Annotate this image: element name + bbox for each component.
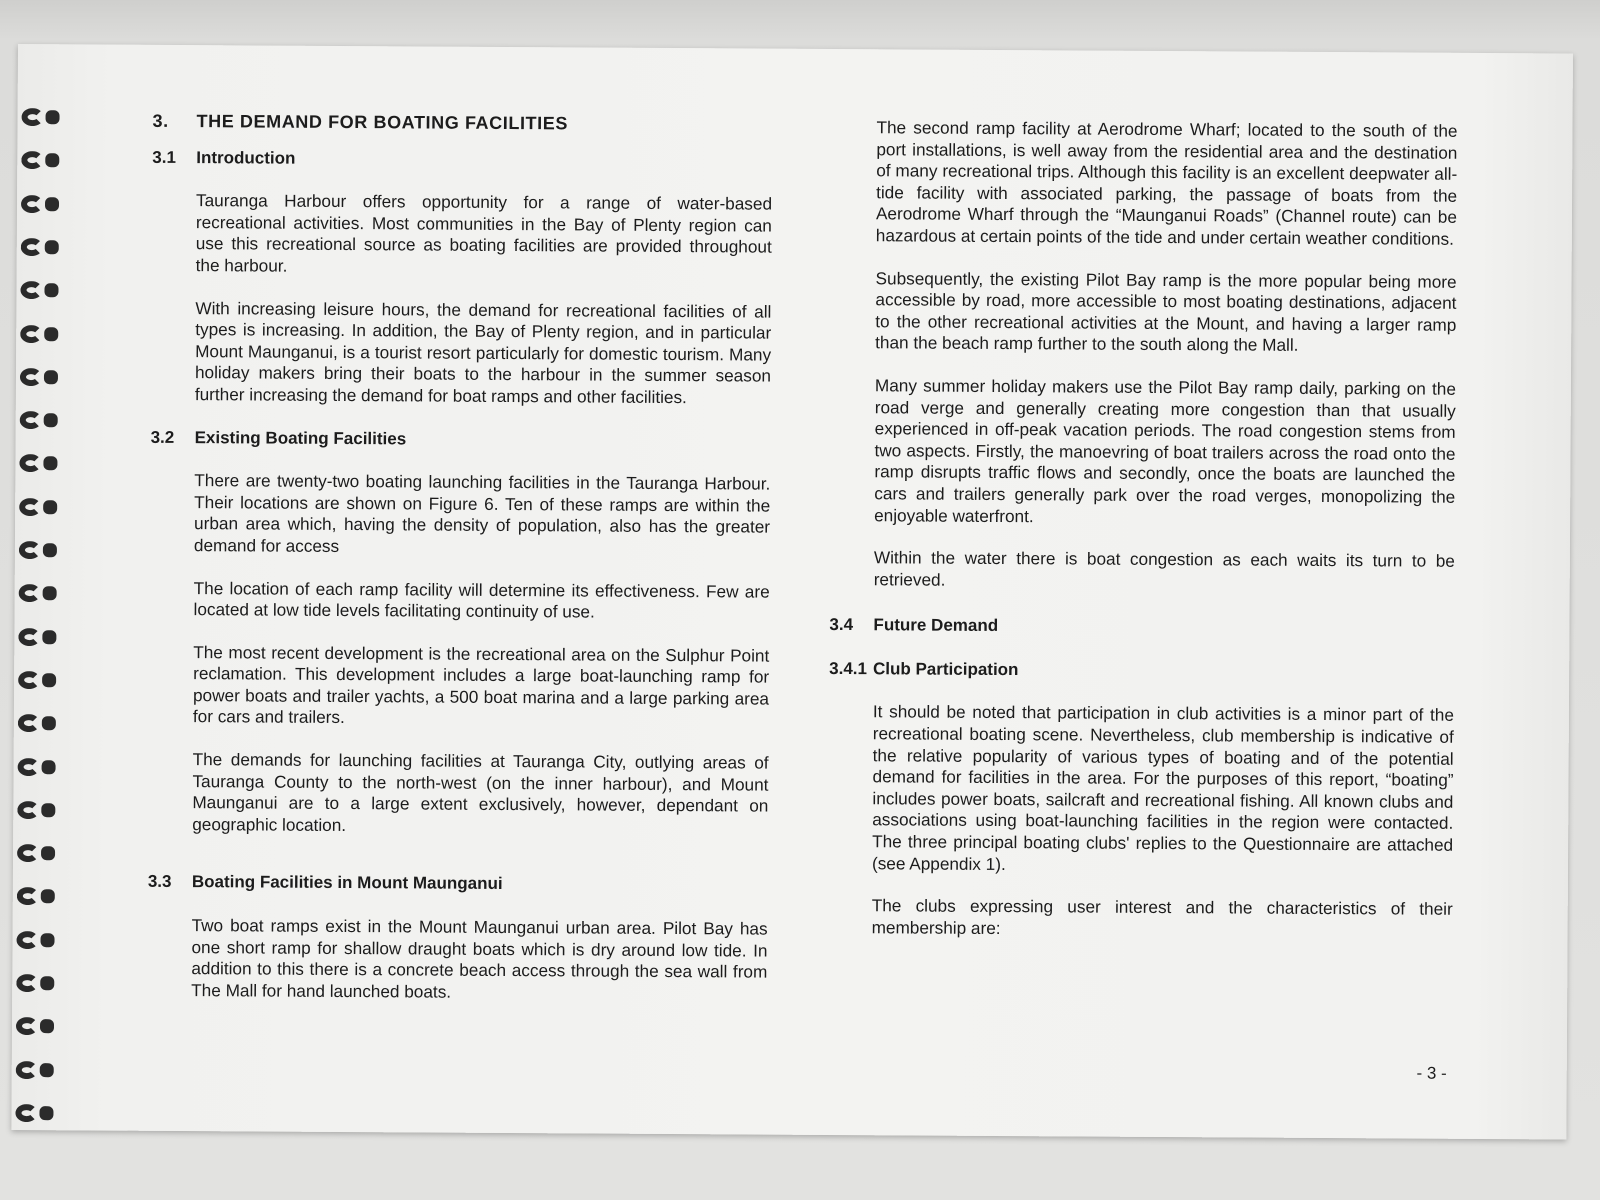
document-page	[11, 44, 1573, 1139]
section-heading	[152, 111, 772, 136]
paragraph: Two boat ramps exist in the Mount Maunganui urban area. Pilot Bay has one short ramp for shallow draught boats which is dry around low tide. In addition to this there is a concrete beach access through the sea wall from The Mall for hand launched boats.	[191, 915, 768, 1002]
paragraph: The clubs expressing user interest and the characteristics of their membership are:	[871, 895, 1453, 938]
mount-body-left	[191, 915, 768, 1005]
binding-coil	[17, 883, 61, 909]
subsection-title: Boating Facilities in Mount Maunganui	[191, 872, 503, 894]
binding-coil	[18, 710, 62, 736]
binding-coil	[18, 624, 62, 650]
binding-coil	[21, 147, 65, 173]
binding-coil	[19, 537, 63, 563]
binding-coil	[20, 364, 64, 390]
subsection-heading-mount	[148, 871, 768, 896]
binding-coil	[19, 494, 63, 520]
right-column	[827, 117, 1457, 963]
binding-coil	[18, 754, 62, 780]
paragraph: There are twenty-two boating launching facilities in the Tauranga Harbour. Their locations are shown on Figure 6. Ten of these ramps are within the urban area which, having the density of population, also has the greater demand for access	[193, 470, 771, 556]
paragraph: Subsequently, the existing Pilot Bay ramp is the more popular being more accessible by road, more accessible to most boating destinations, adjacent to the other recreational activities at the Mount, and having a larger ramp than the beach ramp further to the south along the Mall.	[875, 267, 1457, 356]
intro-body	[195, 190, 772, 409]
binding-coil	[16, 1013, 60, 1039]
subsection-title: Introduction	[196, 147, 296, 168]
paragraph: The location of each ramp facility will determine its effectiveness. Few are located at low tide levels facilitating continuity of use.	[193, 577, 770, 622]
paragraph: The most recent development is the recreational area on the Sulphur Point reclamation. This development includes a large boat-launching ramp for power boats and trailer yachts, a 500 boat marina and a large parking area for cars and trailers.	[192, 641, 770, 728]
binding-coil	[20, 407, 64, 433]
subsubsection-number: 3.4.1	[829, 658, 868, 679]
paragraph: Within the water there is boat congestion as each waits its turn to be retrieved.	[873, 547, 1455, 590]
subsubsection-title: Club Participation	[872, 659, 1019, 679]
paragraph: Many summer holiday makers use the Pilot Bay ramp daily, parking on the road verge and generally creating more congestion than that usually experienced in off-peak vacation periods. The road congestion stems from two aspects. Firstly, the manoevring of boat trailers across the road onto the ramp disrupts traffic flows and secondly, once the boats are launched the cars and trailers generally park over the road verges, monopolizing the enjoyable waterfront.	[874, 375, 1456, 526]
subsection-number: 3.1	[152, 147, 177, 167]
subsubsection-heading-club	[829, 658, 1454, 683]
binding-coil	[19, 450, 63, 476]
binding-coil	[20, 277, 64, 303]
paragraph: The second ramp facility at Aerodrome Wharf; located to the south of the port installations, is well away from the residential area and the destination of many recreational trips. Although this facility is an excellent deepwater all-tide facility with associated parking, the passage of boats from the Aerodrome Wharf through the “Maunganui Roads” (Channel route) can be hazardous at certain points of the tide and under certain weather conditions.	[875, 117, 1458, 249]
binding-coil	[16, 970, 60, 996]
binding-coil	[16, 927, 60, 953]
subsection-number: 3.4	[829, 615, 854, 635]
subsection-title: Existing Boating Facilities	[194, 427, 407, 448]
binding-coil	[15, 1100, 59, 1126]
left-column	[147, 111, 773, 1026]
binding-coil	[21, 104, 65, 130]
subsection-number: 3.3	[147, 872, 172, 892]
section-title: THE DEMAND FOR BOATING FACILITIES	[196, 111, 569, 134]
existing-body	[192, 470, 770, 839]
paragraph: Tauranga Harbour offers opportunity for a range of water-based recreational activities. Most communities in the Bay of Plenty region can use this recreational source as boating facilities are provided throughout the harbour.	[195, 190, 773, 276]
subsection-heading-existing	[151, 426, 771, 451]
subsection-title: Future Demand	[873, 615, 999, 636]
club-body	[872, 702, 1454, 942]
page-number: - 3 -	[1416, 1063, 1447, 1083]
paragraph: The demands for launching facilities at Tauranga City, outlying areas of Tauranga County to the north-west (on the inner harbour), and Mount Maunganui are to a large extent exclusively, however, dependant on geographic location.	[192, 749, 769, 835]
section-number: 3.	[152, 110, 169, 131]
paragraph: It should be noted that participation in club activities is a minor part of the recreational boating scene. Nevertheless, club membership is indicative of the relative popularity of various types of boating and of the potential demand for facilities in the area. For the purposes of this report, “boating” includes power boats, sailcraft and recreational fishing. All known clubs and associations using boat-launching facilities in the region were contacted. The three principal boating clubs' replies to the Questionnaire are attached (see Appendix 1).	[871, 701, 1454, 874]
binding-coil	[17, 840, 61, 866]
binding-coil	[18, 667, 62, 693]
subsection-number: 3.2	[150, 427, 175, 447]
binding-coil	[16, 1057, 60, 1083]
paragraph: With increasing leisure hours, the demand for recreational facilities of all types is increasing. In addition, the Bay of Plenty region, and in particular Mount Maunganui, is a tourist resort particularly for domestic tourism. Many holiday makers bring their boats to the harbour in the summer season further increasing the demand for boat ramps and other facilities.	[194, 297, 772, 408]
binding-coil	[19, 580, 63, 606]
mount-body-right	[874, 117, 1458, 594]
subsection-heading-future	[829, 614, 1454, 639]
spiral-binding	[11, 104, 77, 1154]
binding-coil	[20, 321, 64, 347]
binding-coil	[21, 234, 65, 260]
subsection-heading-intro	[152, 146, 772, 171]
binding-coil	[17, 797, 61, 823]
binding-coil	[21, 191, 65, 217]
